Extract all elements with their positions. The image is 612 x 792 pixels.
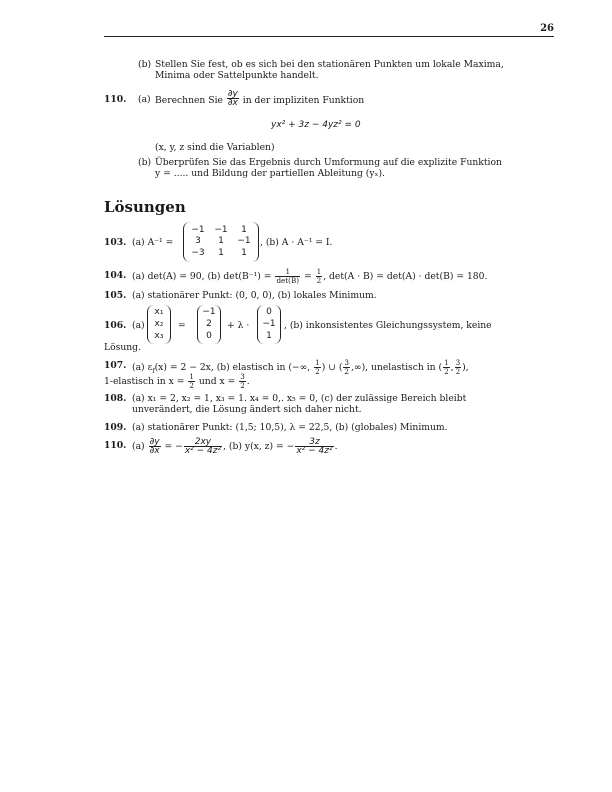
s104-text: (a) det(A) = 90, (b) det(B⁻¹) = $\frac{1}{\det(B)}$ = $\frac{1}{2}$ , det(A · B) = det(A) · det(B) = 180. (132, 267, 488, 285)
p110a-label: (a) (138, 94, 151, 105)
s106-pre: (a) (132, 320, 145, 331)
s103-matrix: −1 −1 1 3 1 −1 −3 1 1 (183, 222, 259, 262)
s107-line2: 1-elastisch in x = $\frac{1}{2}$ und x = $\frac{3}{2}$ . (104, 372, 250, 390)
s103-post: , (b) A · A⁻¹ = I. (260, 237, 333, 248)
p110b-line2: y = ..... und Bildung der partiellen Ableitung (yₓ). (155, 168, 385, 179)
s109-text: (a) stationärer Punkt: (1,5; 10,5), λ = 22,5, (b) (globales) Minimum. (132, 422, 448, 433)
s103-pre: (a) A⁻¹ = (132, 237, 174, 248)
s105-text: (a) stationärer Punkt: (0, 0, 0), (b) lokales Minimum. (132, 290, 377, 301)
deriv-fraction: $\frac{\partial y}{\partial x}$ (227, 89, 238, 108)
s107-line1: (a) $\varepsilon_f(x) = 2 - 2x$, (b) elastisch in (−∞, $\frac{1}{2}$ ) ∪ ( $\frac{3}{2}$ ,∞), unelastisch in ( $\frac{1}{2}$ , $\frac{3}{2}$ ), (132, 358, 469, 376)
s106-number: 106. (104, 320, 127, 331)
s106-post: , (b) inkonsistentes Gleichungssystem, keine (284, 320, 492, 331)
p110-number: 110. (104, 94, 127, 105)
p109b-label: (b) (138, 59, 152, 70)
header-rule (104, 36, 554, 37)
s108-line1: (a) x₁ = 2, x₂ = 1, x₃ = 1. x₄ = 0,. x₅ = 0, (c) der zulässige Bereich bleibt (132, 393, 467, 404)
p109b-line2: Minima oder Sattelpunkte handelt. (155, 70, 319, 81)
p110b-label: (b) (138, 157, 152, 168)
s109-number: 109. (104, 422, 127, 433)
s106-vector-x: x₁ x₂ x₃ (147, 305, 171, 344)
s106-line2: Lösung. (104, 342, 141, 353)
page-number: 26 (540, 23, 554, 34)
s108-line2: unverändert, die Lösung ändert sich daher nicht. (132, 404, 362, 415)
p110-equation: yx² + 3z − 4yz² = 0 (271, 120, 361, 130)
s106-vector-b: 0 −1 1 (257, 305, 281, 344)
s106-plus: + λ · (227, 320, 250, 331)
s108-number: 108. (104, 393, 127, 404)
s103-number: 103. (104, 237, 127, 248)
s106-vector-a: −1 2 0 (197, 305, 221, 344)
s110-text: (a) $\frac{\partial y}{\partial x}$ = − $\frac{2xy}{\text{x² − 4z²}}$ , (b) y(x, z) = − $\frac{3z}{\text{x² − 4z²}}$ . (132, 437, 338, 456)
p110-vars: (x, y, z sind die Variablen) (155, 142, 275, 153)
s107-number: 107. (104, 360, 127, 371)
s106-eq: = (178, 320, 186, 331)
s105-number: 105. (104, 290, 127, 301)
p110a-text: Berechnen Sie $\frac{\partial y}{\partial x}$ in der impliziten Funktion (155, 89, 365, 108)
s104-number: 104. (104, 270, 127, 281)
solutions-heading: Lösungen (104, 198, 186, 216)
s110-number: 110. (104, 440, 127, 451)
p110b-line1: Überprüfen Sie das Ergebnis durch Umformung auf die explizite Funktion (155, 157, 502, 168)
p109b-line1: Stellen Sie fest, ob es sich bei den stationären Punkten um lokale Maxima, (155, 59, 504, 70)
